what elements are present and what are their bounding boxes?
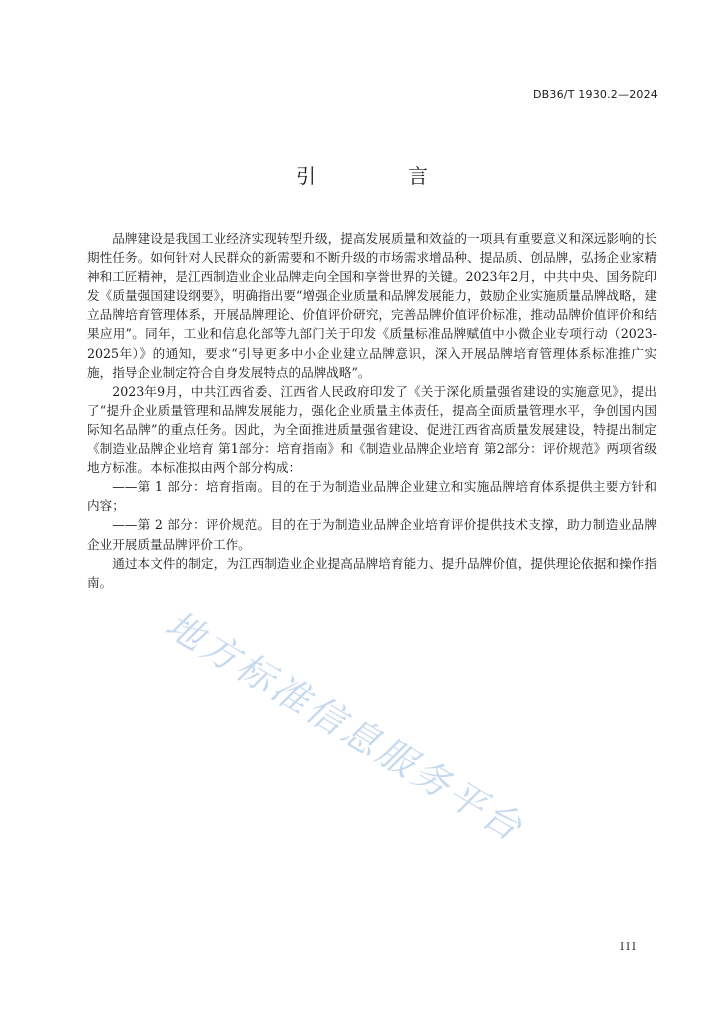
paragraph-1: 品牌建设是我国工业经济实现转型升级，提高发展质量和效益的一项具有重要意义和深远影响的长期性任务。如何针对人民群众的新需要和不断升级的市场需求增品种、提品质、创品牌，弘扬企业家精神和工匠精神，是江西制造业企业品牌走向全国和享誉世界的关键。2023年2月，中共中央、国务院印发《质量强国建设纲要》，明确指出要“增强企业质量和品牌发展能力，鼓励企业实施质量品牌战略，建立品牌培育管理体系，开展品牌理论、价值评价研究，完善品牌价值评价标准，推动品牌价值评价和结果应用”。同年，工业和信息化部等九部门关于印发《质量标准品牌赋值中小微企业专项行动（2023-2025年）》的通知，要求“引导更多中小企业建立品牌意识，深入开展品牌培育管理体系标准推广实施，指导企业制定符合自身发展特点的品牌战略”。	[87, 231, 657, 380]
watermark: 地方标准信息服务平台	[158, 602, 532, 851]
page-number: III	[620, 942, 638, 953]
document-body	[87, 229, 657, 592]
section-title: 引 言	[296, 164, 464, 188]
document-code: DB36/T 1930.2—2024	[532, 88, 658, 101]
paragraph-3: 通过本文件的制定，为江西制造业企业提高品牌培育能力、提升品牌价值，提供理论依据和操作指南。	[87, 555, 657, 590]
paragraph-2: 2023年9月，中共江西省委、江西省人民政府印发了《关于深化质量强省建设的实施意见》，提出了“提升企业质量管理和品牌发展能力，强化企业质量主体责任，提高全面质量管理水平，争创国内国际知名品牌”的重点任务。因此，为全面推进质量强省建设、促进江西省高质量发展建设，特提出制定《制造业品牌企业培育 第1部分：培育指南》和《制造业品牌企业培育 第2部分：评价规范》两项省级地方标准。本标准拟由两个部分构成：	[87, 383, 657, 476]
list-item-part-2: ——第 2 部分：评价规范。目的在于为制造业品牌企业培育评价提供技术支撑，助力制造业品牌企业开展质量品牌评价工作。	[87, 517, 657, 552]
list-item-part-1: ——第 1 部分：培育指南。目的在于为制造业品牌企业建立和实施品牌培育体系提供主要方针和内容；	[87, 479, 657, 514]
